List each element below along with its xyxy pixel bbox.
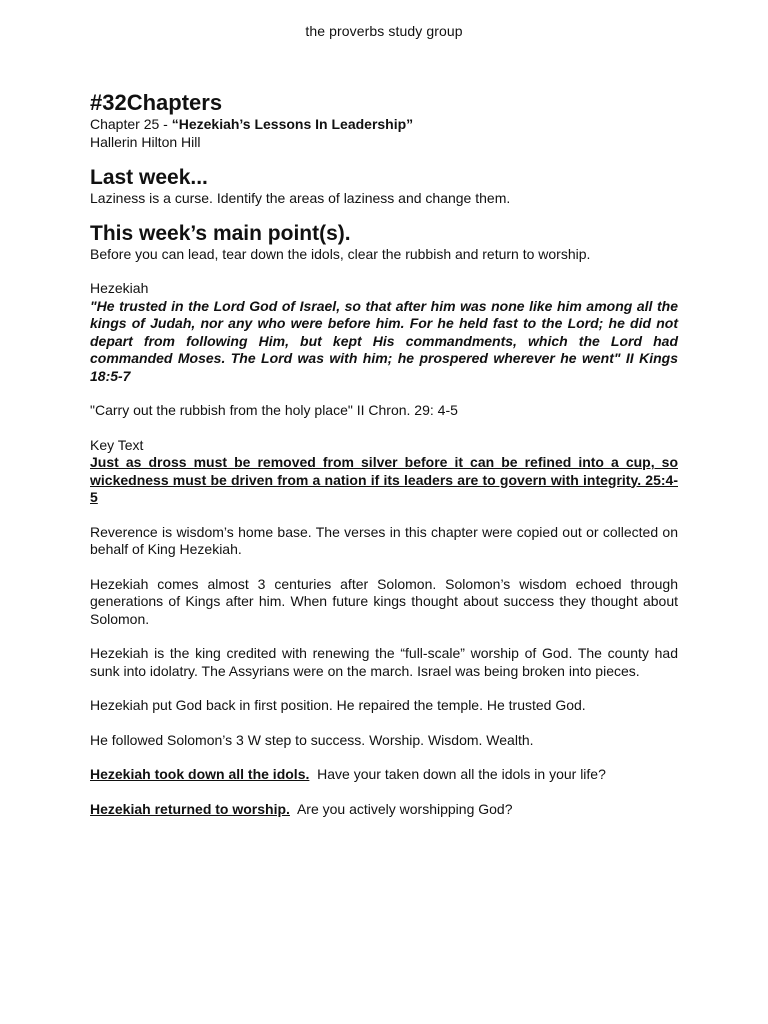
paragraph-solomon: Hezekiah comes almost 3 centuries after Solomon. Solomon’s wisdom echoed through generations of Kings after him. When future kings thought about success they thought about Solomon. [90,575,678,627]
chapter-line [90,116,678,134]
paragraph-three-w: He followed Solomon’s 3 W step to success. Worship. Wisdom. Wealth. [90,731,534,748]
chapter-prefix: Chapter 25 - [90,116,172,132]
worship-bold: Hezekiah returned to worship. [90,800,290,817]
main-point-heading: This week’s main point(s). [90,221,351,245]
worship-text: Are you actively worshipping God? [289,800,513,817]
worship-line [90,801,678,819]
document-body [90,90,678,818]
main-point-text: Before you can lead, tear down the idols, clear the rubbish and return to worship. [90,245,591,262]
chapter-title: “Hezekiah’s Lessons In Leadership” [171,116,414,132]
idols-line [90,766,678,784]
rubbish-quote: "Carry out the rubbish from the holy place" II Chron. 29: 4-5 [90,402,458,418]
idols-bold: Hezekiah took down all the idols. [90,766,310,782]
key-text-label: Key Text [90,436,144,453]
paragraph-first-position: Hezekiah put God back in first position. He repaired the temple. He trusted God. [90,697,586,713]
last-week-text: Laziness is a curse. Identify the areas of laziness and change them. [90,190,511,206]
last-week-heading: Last week... [90,166,208,189]
paragraph-reverence: Reverence is wisdom’s home base. The verses in this chapter were copied out or collected on behalf of King Hezekiah. [90,523,678,557]
author: Hallerin Hilton Hill [90,133,201,150]
page-title: #32Chapters [90,90,223,115]
hezekiah-label: Hezekiah [90,280,149,296]
key-text: Just as dross must be removed from silver before it can be refined into a cup, so wickedness must be driven from a nation if its leaders are to govern with integrity. 25:4-5 [90,454,678,505]
hezekiah-quote: "He trusted in the Lord God of Israel, so that after him was none like him among all the kings of Judah, nor any who were before him. For he held fast to the Lord; he did not depart from following Him, but kept His commandments, which the Lord had commanded Moses. The Lord was with him; he prospered wherever he went" II Kings 18:5-7 [90,297,678,384]
idols-text: Have your taken down all the idols in your life? [309,766,606,782]
paragraph-worship-renewal: Hezekiah is the king credited with renewing the “full-scale” worship of God. The county had sunk into idolatry. The Assyrians were on the march. Israel was being broken into pieces. [90,645,678,679]
page-header: the proverbs study group [305,23,463,39]
